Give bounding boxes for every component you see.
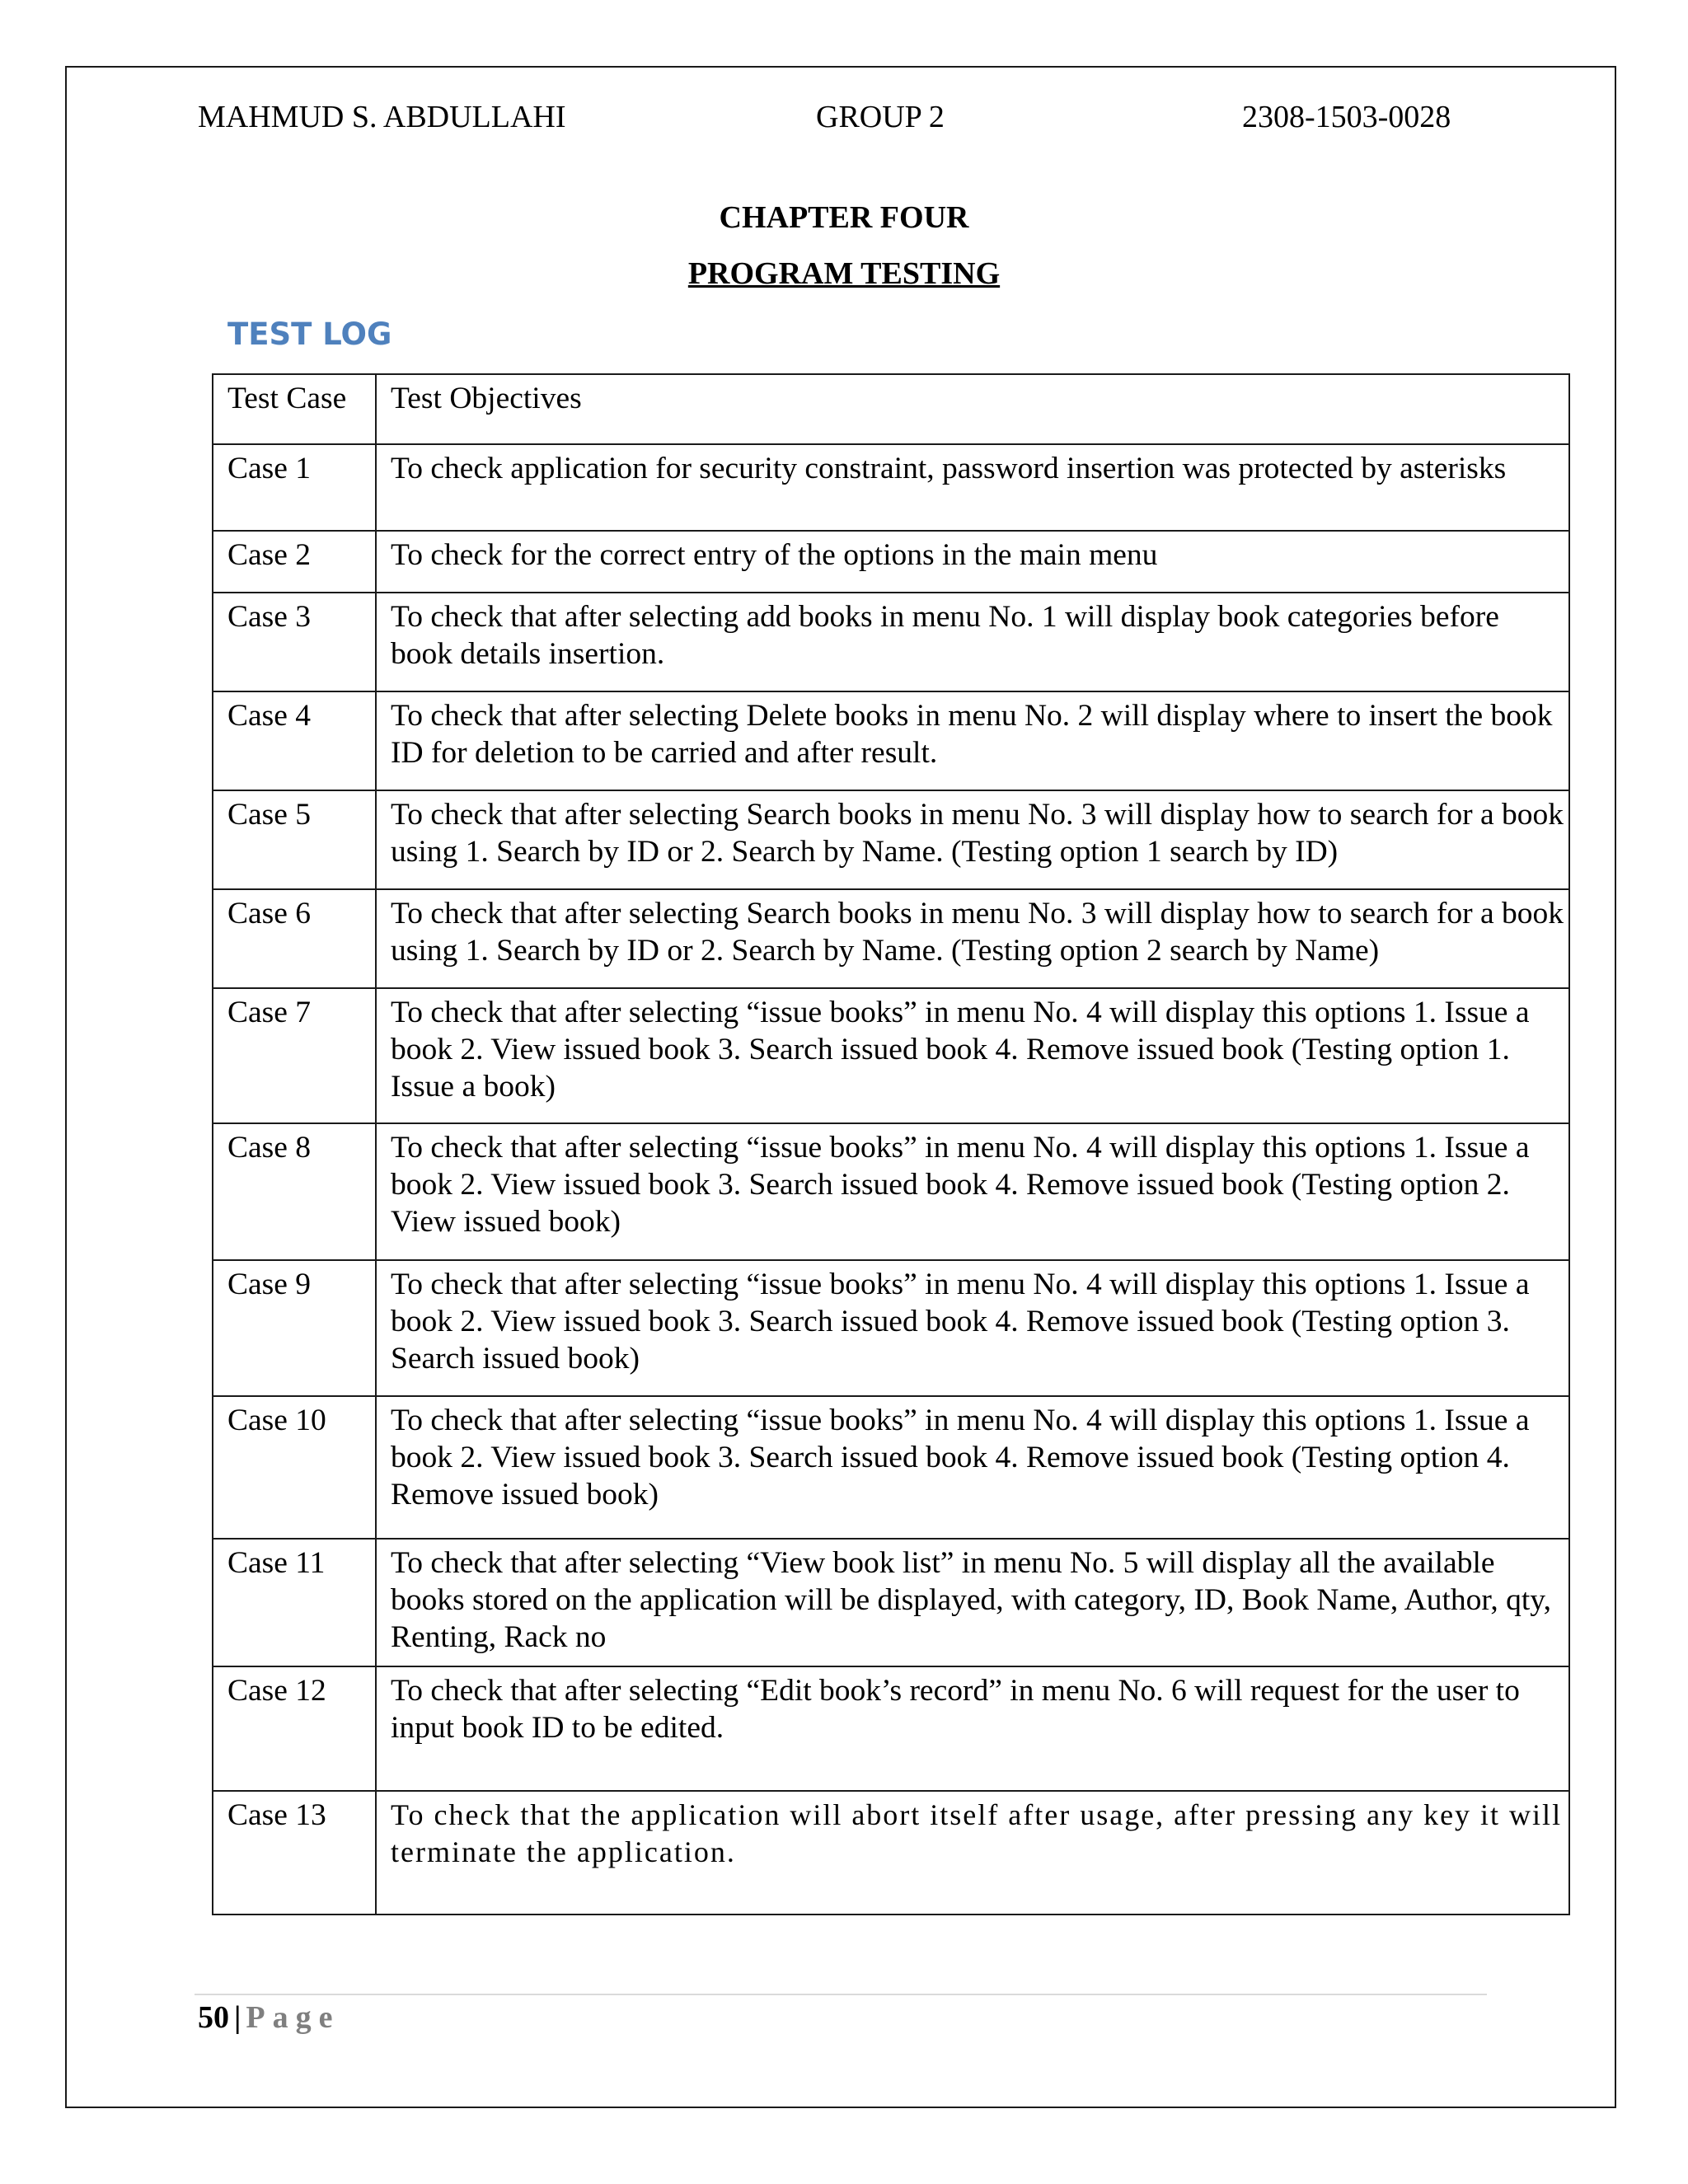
case-objective: To check that after selecting Delete books in menu No. 2 will display where to insert the book ID for deletion to be carried and after result. (376, 691, 1569, 790)
section-title: PROGRAM TESTING (687, 256, 1001, 291)
case-objective: To check that after selecting Search books in menu No. 3 will display how to search for a book using 1. Search by ID or 2. Search by Name. (Testing option 2 search by Name) (376, 889, 1569, 988)
test-log-table (212, 373, 1570, 1915)
case-label: Case 2 (213, 531, 376, 593)
footer-rule (195, 1994, 1487, 1995)
case-objective: To check application for security constraint, password insertion was protected by asterisks (376, 444, 1569, 531)
case-objective: To check that after selecting add books in menu No. 1 will display book categories before book details insertion. (376, 593, 1569, 691)
page-number: 50 (198, 2000, 229, 2035)
table-row (213, 1666, 1569, 1791)
table-row (213, 1539, 1569, 1666)
page-label: Page (246, 2000, 340, 2035)
case-label: Case 8 (213, 1123, 376, 1260)
header-id-number: 2308-1503-0028 (1242, 100, 1451, 134)
case-label: Case 3 (213, 593, 376, 691)
case-label: Case 12 (213, 1666, 376, 1791)
footer-separator: | (234, 2000, 241, 2035)
case-label: Case 5 (213, 790, 376, 889)
case-label: Case 1 (213, 444, 376, 531)
case-label: Case 6 (213, 889, 376, 988)
case-objective: To check that after selecting “Edit book’s record” in menu No. 6 will request for the user to input book ID to be edited. (376, 1666, 1569, 1791)
case-label: Case 11 (213, 1539, 376, 1666)
case-objective: To check that after selecting “View book list” in menu No. 5 will display all the available books stored on the application will be displayed, with category, ID, Book Name, Author, qty, Renting, Rack no (376, 1539, 1569, 1666)
table-row (213, 790, 1569, 889)
case-label: Case 4 (213, 691, 376, 790)
table-row (213, 988, 1569, 1123)
header-test-objectives: Test Objectives (376, 374, 1569, 444)
header-test-case: Test Case (213, 374, 376, 444)
case-objective: To check that after selecting “issue books” in menu No. 4 will display this options 1. Issue a book 2. View issued book 3. Search issued book 4. Remove issued book (Testing option 2. View issued book) (376, 1123, 1569, 1260)
header-author-name: MAHMUD S. ABDULLAHI (198, 100, 566, 134)
case-objective: To check that after selecting Search books in menu No. 3 will display how to search for a book using 1. Search by ID or 2. Search by Name. (Testing option 1 search by ID) (376, 790, 1569, 889)
chapter-title: CHAPTER FOUR (719, 200, 969, 235)
case-objective: To check that after selecting “issue books” in menu No. 4 will display this options 1. Issue a book 2. View issued book 3. Search issued book 4. Remove issued book (Testing option 4. Remove issued book) (376, 1396, 1569, 1539)
table-row (213, 889, 1569, 988)
case-label: Case 10 (213, 1396, 376, 1539)
case-objective: To check that after selecting “issue books” in menu No. 4 will display this options 1. Issue a book 2. View issued book 3. Search issued book 4. Remove issued book (Testing option 3. Search issued book) (376, 1260, 1569, 1396)
table-row (213, 1260, 1569, 1396)
case-objective: To check that after selecting “issue books” in menu No. 4 will display this options 1. Issue a book 2. View issued book 3. Search issued book 4. Remove issued book (Testing option 1. Issue a book) (376, 988, 1569, 1123)
case-label: Case 7 (213, 988, 376, 1123)
case-objective: To check for the correct entry of the options in the main menu (376, 531, 1569, 593)
table-row (213, 691, 1569, 790)
table-row (213, 1791, 1569, 1915)
table-row (213, 531, 1569, 593)
page-footer (198, 1998, 340, 2037)
table-row (213, 444, 1569, 531)
case-objective: To check that the application will abort itself after usage, after pressing any key it will terminate the application. (376, 1791, 1569, 1915)
case-label: Case 9 (213, 1260, 376, 1396)
header-group: GROUP 2 (816, 100, 945, 134)
table-row (213, 1123, 1569, 1260)
test-log-heading: TEST LOG (227, 316, 392, 352)
table-row (213, 1396, 1569, 1539)
table-header-row (213, 374, 1569, 444)
case-label: Case 13 (213, 1791, 376, 1915)
table-row (213, 593, 1569, 691)
